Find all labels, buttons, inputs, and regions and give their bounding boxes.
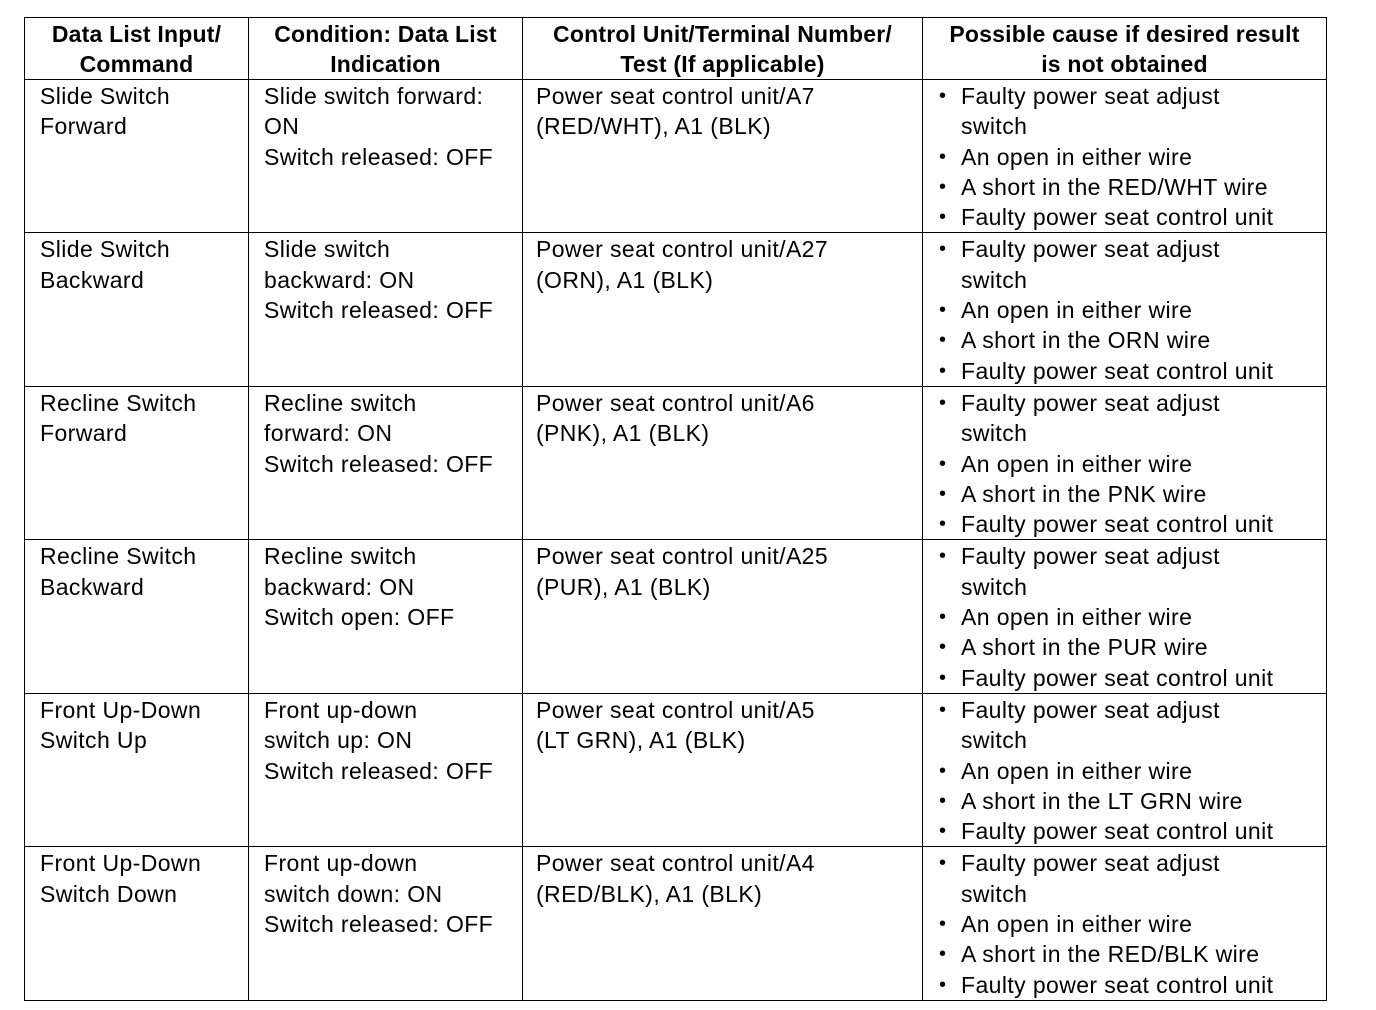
- cause-text: A short in the ORN wire: [961, 327, 1211, 354]
- command-cell: [25, 540, 249, 693]
- terminal-cell: [523, 233, 923, 386]
- bullet-icon: •: [939, 238, 947, 261]
- cause-list: [923, 695, 1326, 846]
- condition-text: Recline switch backward: ON Switch open: OFF: [264, 543, 455, 631]
- cause-text-continued: switch: [961, 727, 1028, 754]
- bullet-icon: •: [939, 606, 947, 629]
- cause-text: Faulty power seat adjust: [961, 543, 1220, 570]
- table-row: [25, 847, 1327, 1000]
- cause-text: An open in either wire: [961, 450, 1193, 477]
- cause-item: [939, 541, 1326, 602]
- cause-text: An open in either wire: [961, 757, 1193, 784]
- cause-item: [939, 202, 1326, 232]
- cause-item: [939, 756, 1326, 786]
- condition-cell: [249, 693, 523, 846]
- terminal-text: Power seat control unit/A27 (ORN), A1 (BLK): [536, 236, 829, 293]
- bullet-icon: •: [939, 145, 947, 168]
- header-data-list-input: Data List Input/ Command: [25, 18, 249, 80]
- condition-cell: [249, 80, 523, 233]
- bullet-icon: •: [939, 329, 947, 352]
- cause-item: [939, 632, 1326, 662]
- command-cell: [25, 80, 249, 233]
- cause-text: Faulty power seat control unit: [961, 357, 1274, 384]
- cause-item: [939, 909, 1326, 939]
- bullet-icon: •: [939, 666, 947, 689]
- condition-cell: [249, 233, 523, 386]
- cause-item: [939, 663, 1326, 693]
- terminal-cell: [523, 540, 923, 693]
- cause-text: Faulty power seat adjust: [961, 236, 1220, 263]
- cause-item: [939, 816, 1326, 846]
- bullet-icon: •: [939, 513, 947, 536]
- cause-text: A short in the RED/BLK wire: [961, 941, 1260, 968]
- cause-text: An open in either wire: [961, 297, 1193, 324]
- bullet-icon: •: [939, 206, 947, 229]
- cause-item: [939, 970, 1326, 1000]
- terminal-cell: [523, 80, 923, 233]
- cause-text: An open in either wire: [961, 143, 1193, 170]
- header-possible-cause: Possible cause if desired result is not obtained: [923, 18, 1327, 80]
- possible-cause-cell: [923, 540, 1327, 693]
- cause-text: A short in the RED/WHT wire: [961, 173, 1268, 200]
- cause-text: A short in the PNK wire: [961, 480, 1207, 507]
- table-body: [25, 80, 1327, 1001]
- cause-item: [939, 939, 1326, 969]
- data-list-table: [24, 17, 1327, 1001]
- command-text: Front Up-Down Switch Down: [40, 850, 202, 907]
- cause-item: [939, 695, 1326, 756]
- condition-cell: [249, 847, 523, 1000]
- possible-cause-cell: [923, 386, 1327, 539]
- condition-text: Slide switch forward: ON Switch released: OFF: [264, 83, 494, 170]
- bullet-icon: •: [939, 175, 947, 198]
- cause-item: [939, 172, 1326, 202]
- cause-item: [939, 479, 1326, 509]
- cause-item: [939, 509, 1326, 539]
- cause-item: [939, 142, 1326, 172]
- terminal-text: Power seat control unit/A4 (RED/BLK), A1 (BLK): [536, 850, 815, 907]
- table-row: [25, 540, 1327, 693]
- command-text: Front Up-Down Switch Up: [40, 696, 202, 754]
- bullet-icon: •: [939, 759, 947, 782]
- cause-text: Faulty power seat control unit: [961, 818, 1274, 845]
- bullet-icon: •: [939, 913, 947, 936]
- bullet-icon: •: [939, 452, 947, 475]
- table-row: [25, 233, 1327, 386]
- table-row: [25, 386, 1327, 539]
- bullet-icon: •: [939, 299, 947, 322]
- terminal-text: Power seat control unit/A6 (PNK), A1 (BLK): [536, 389, 815, 447]
- cause-text: A short in the PUR wire: [961, 634, 1208, 661]
- cause-item: [939, 449, 1326, 479]
- table-row: [25, 693, 1327, 846]
- command-cell: [25, 693, 249, 846]
- condition-cell: [249, 386, 523, 539]
- command-cell: [25, 847, 249, 1000]
- cause-text-continued: switch: [961, 420, 1028, 447]
- cause-text: Faulty power seat adjust: [961, 83, 1220, 109]
- cause-list: [923, 541, 1326, 692]
- command-text: Recline Switch Backward: [40, 543, 197, 600]
- terminal-cell: [523, 847, 923, 1000]
- cause-text: Faulty power seat control unit: [961, 511, 1274, 538]
- cause-text-continued: switch: [961, 880, 1028, 907]
- cause-list: [923, 234, 1326, 385]
- bullet-icon: •: [939, 973, 947, 996]
- header-control-unit-terminal: Control Unit/Terminal Number/ Test (If applicable): [523, 18, 923, 80]
- terminal-cell: [523, 693, 923, 846]
- cause-item: [939, 602, 1326, 632]
- cause-item: [939, 388, 1326, 449]
- cause-text: Faulty power seat adjust: [961, 850, 1220, 877]
- command-cell: [25, 386, 249, 539]
- condition-text: Recline switch forward: ON Switch released: OFF: [264, 389, 494, 477]
- bullet-icon: •: [939, 698, 947, 721]
- bullet-icon: •: [939, 482, 947, 505]
- cause-item: [939, 786, 1326, 816]
- cause-list: [923, 81, 1326, 232]
- cause-text-continued: switch: [961, 113, 1028, 140]
- terminal-text: Power seat control unit/A7 (RED/WHT), A1 (BLK): [536, 83, 815, 140]
- cause-list: [923, 848, 1326, 999]
- cause-text: An open in either wire: [961, 911, 1193, 938]
- command-cell: [25, 233, 249, 386]
- bullet-icon: •: [939, 820, 947, 843]
- possible-cause-cell: [923, 693, 1327, 846]
- bullet-icon: •: [939, 359, 947, 382]
- command-text: Slide Switch Forward: [40, 83, 171, 140]
- bullet-icon: •: [939, 852, 947, 875]
- possible-cause-cell: [923, 80, 1327, 233]
- cause-item: [939, 356, 1326, 386]
- terminal-text: Power seat control unit/A5 (LT GRN), A1 (BLK): [536, 696, 815, 754]
- terminal-cell: [523, 386, 923, 539]
- cause-text: Faulty power seat adjust: [961, 696, 1220, 723]
- condition-text: Front up-down switch up: ON Switch released: OFF: [264, 696, 494, 784]
- table-row: [25, 80, 1327, 233]
- cause-text-continued: switch: [961, 266, 1028, 293]
- cause-text: Faulty power seat control unit: [961, 664, 1274, 691]
- cause-list: [923, 388, 1326, 539]
- bullet-icon: •: [939, 789, 947, 812]
- terminal-text: Power seat control unit/A25 (PUR), A1 (BLK): [536, 543, 829, 600]
- cause-text: An open in either wire: [961, 604, 1193, 631]
- bullet-icon: •: [939, 943, 947, 966]
- possible-cause-cell: [923, 847, 1327, 1000]
- bullet-icon: •: [939, 545, 947, 568]
- cause-item: [939, 295, 1326, 325]
- cause-text-continued: switch: [961, 573, 1028, 600]
- cause-item: [939, 234, 1326, 295]
- bullet-icon: •: [939, 391, 947, 414]
- cause-text: Faulty power seat adjust: [961, 389, 1220, 416]
- cause-item: [939, 81, 1326, 142]
- condition-text: Front up-down switch down: ON Switch released: OFF: [264, 850, 494, 938]
- bullet-icon: •: [939, 85, 947, 107]
- cause-text: A short in the LT GRN wire: [961, 787, 1243, 814]
- cause-item: [939, 848, 1326, 909]
- condition-cell: [249, 540, 523, 693]
- possible-cause-cell: [923, 233, 1327, 386]
- cause-item: [939, 325, 1326, 355]
- command-text: Slide Switch Backward: [40, 236, 171, 293]
- condition-text: Slide switch backward: ON Switch released: OFF: [264, 236, 494, 324]
- command-text: Recline Switch Forward: [40, 389, 197, 447]
- cause-text: Faulty power seat control unit: [961, 971, 1274, 998]
- cause-text: Faulty power seat control unit: [961, 204, 1274, 231]
- header-row: [25, 18, 1327, 80]
- header-condition: Condition: Data List Indication: [249, 18, 523, 80]
- bullet-icon: •: [939, 636, 947, 659]
